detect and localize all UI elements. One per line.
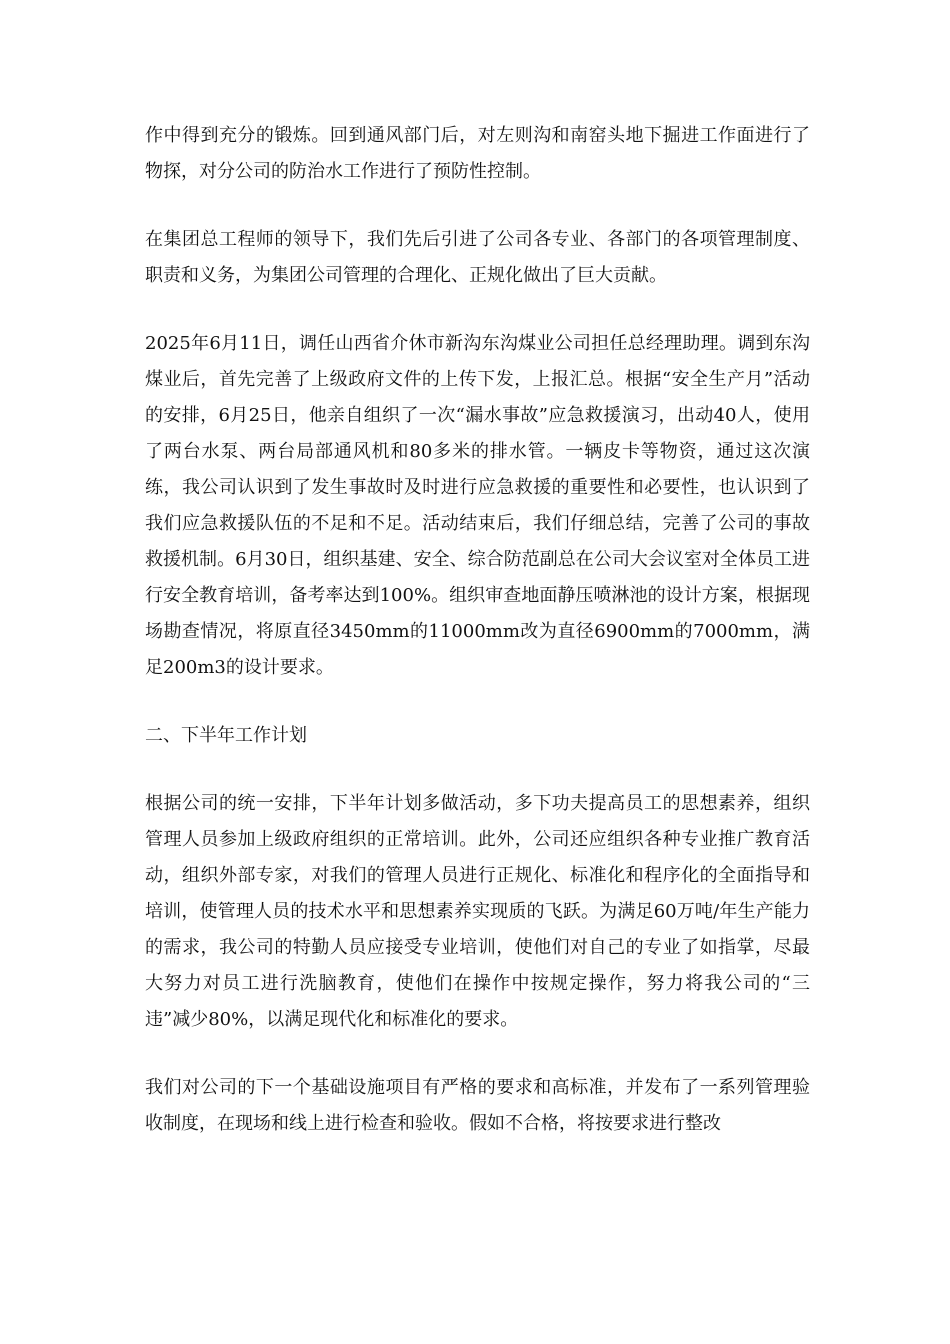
paragraph-management-systems: 在集团总工程师的领导下，我们先后引进了公司各专业、各部门的各项管理制度、职责和义务，为集团公司管理的合理化、正规化做出了巨大贡献。 — [145, 229, 810, 286]
paragraph-ventilation: 作中得到充分的锻炼。回到通风部门后，对左则沟和南窑头地下掘进工作面进行了物探，对分公司的防治水工作进行了预防性控制。 — [145, 125, 810, 182]
paragraph-dongou-coal: 2025年6月11日，调任山西省介休市新沟东沟煤业公司担任总经理助理。调到东沟煤业后，首先完善了上级政府文件的上传下发，上报汇总。根据“安全生产月”活动的安排，6月25日，他亲自组织了一次“漏水事故”应急救援演习，出动40人，使用了两台水泵、两台局部通风机和80多米的排水管。一辆皮卡等物资，通过这次演练，我公司认识到了发生事故时及时进行应急救援的重要性和必要性，也认识到了我们应急救援队伍的不足和不足。活动结束后，我们仔细总结，完善了公司的事故救援机制。6月30日，组织基建、安全、综合防范副总在公司大会议室对全体员工进行安全教育培训，备考率达到100%。组织审查地面静压喷淋池的设计方案，根据现场勘查情况，将原直径3450mm的11000mm改为直径6900mm的7000mm，满足200m3的设计要求。 — [145, 333, 810, 678]
document-body — [145, 118, 810, 1174]
section-heading-second-half-plan: 二、下半年工作计划 — [145, 725, 307, 746]
paragraph-infrastructure: 我们对公司的下一个基础设施项目有严格的要求和高标准，并发布了一系列管理验收制度，在现场和线上进行检查和验收。假如不合格，将按要求进行整改 — [145, 1077, 810, 1134]
paragraph-training-plan: 根据公司的统一安排，下半年计划多做活动，多下功夫提高员工的思想素养，组织管理人员参加上级政府组织的正常培训。此外，公司还应组织各种专业推广教育活动，组织外部专家，对我们的管理人员进行正规化、标准化和程序化的全面指导和培训，使管理人员的技术水平和思想素养实现质的飞跃。为满足60万吨/年生产能力的需求，我公司的特勤人员应接受专业培训，使他们对自己的专业了如指掌，尽最大努力对员工进行洗脑教育，使他们在操作中按规定操作，努力将我公司的“三违”减少80%，以满足现代化和标准化的要求。 — [145, 793, 810, 1030]
